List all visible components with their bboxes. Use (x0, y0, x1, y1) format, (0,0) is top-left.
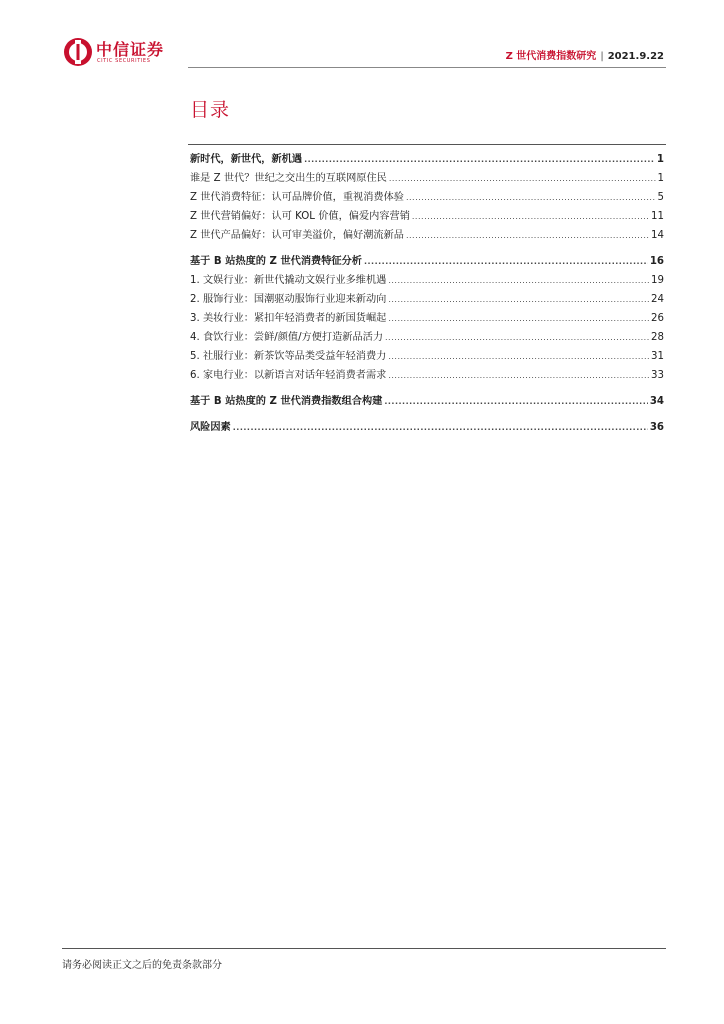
toc-entry[interactable] (190, 169, 664, 188)
footer-divider (62, 948, 666, 949)
toc-leader-dots (388, 347, 649, 366)
toc-entry[interactable] (190, 188, 664, 207)
toc-entry-label: Z 世代营销偏好：认可 KOL 价值，偏爱内容营销 (190, 211, 410, 222)
toc-entry-page: 11 (651, 211, 664, 222)
toc-leader-dots (388, 366, 649, 385)
toc-section-title[interactable] (190, 150, 664, 169)
header-separator: | (600, 51, 604, 62)
toc-entry-page: 36 (649, 422, 664, 433)
toc-section-title[interactable] (190, 252, 664, 271)
toc-section-title[interactable] (190, 418, 664, 437)
toc-entry-label: 1. 文娱行业：新世代撬动文娱行业多维机遇 (190, 275, 387, 286)
toc-entry-page: 28 (651, 332, 664, 343)
toc-leader-dots (233, 418, 648, 437)
toc-section (190, 392, 664, 411)
toc-entry[interactable] (190, 328, 664, 347)
report-header (506, 50, 664, 64)
toc-leader-dots (304, 150, 655, 169)
toc-entry[interactable] (190, 290, 664, 309)
company-logo (62, 36, 165, 68)
toc-entry-label: 谁是 Z 世代？世纪之交出生的互联网原住民 (190, 173, 387, 184)
toc-leader-dots (389, 169, 656, 188)
toc-entry-page: 26 (651, 313, 664, 324)
toc-leader-dots (388, 290, 649, 309)
toc-entry-label: 2. 服饰行业：国潮驱动服饰行业迎来新动向 (190, 294, 387, 305)
toc-entry-page: 24 (651, 294, 664, 305)
toc-leader-dots (406, 188, 656, 207)
toc-entry[interactable] (190, 347, 664, 366)
toc-leader-dots (412, 207, 649, 226)
toc-section (190, 252, 664, 385)
toc-leader-dots (388, 271, 649, 290)
toc-divider (188, 144, 666, 145)
toc-section (190, 150, 664, 245)
toc-entry-page: 19 (651, 275, 664, 286)
toc-leader-dots (384, 392, 647, 411)
report-date: 2021.9.22 (607, 51, 664, 62)
toc-entry-label: 4. 食饮行业：尝鲜/颜值/方便打造新品活力 (190, 332, 384, 343)
toc-entry-label: Z 世代消费特征：认可品牌价值，重视消费体验 (190, 192, 404, 203)
logo-name-cn: 中信证券 (96, 40, 165, 59)
footer-disclaimer: 请务必阅读正文之后的免责条款部分 (62, 960, 222, 971)
toc-entry[interactable] (190, 309, 664, 328)
toc-entry[interactable] (190, 207, 664, 226)
toc-entry[interactable] (190, 271, 664, 290)
toc-entry-page: 31 (651, 351, 664, 362)
citic-logo-icon (62, 36, 94, 68)
toc-entry[interactable] (190, 366, 664, 385)
toc-heading: 目录 (190, 99, 231, 121)
toc-leader-dots (406, 226, 649, 245)
logo-name-en: CITIC SECURITIES (97, 58, 151, 64)
report-title: Z 世代消费指数研究 (505, 51, 597, 62)
toc-entry-label: 5. 社服行业：新茶饮等品类受益年轻消费力 (190, 351, 387, 362)
toc-entry-page: 34 (649, 396, 664, 407)
toc-section (190, 418, 664, 437)
toc-leader-dots (388, 309, 649, 328)
toc-entry-label: Z 世代产品偏好：认可审美溢价，偏好潮流新品 (190, 230, 404, 241)
toc-entry-page: 14 (651, 230, 664, 241)
toc-entry-page: 33 (651, 370, 664, 381)
table-of-contents (190, 150, 664, 444)
toc-entry-label: 基于 B 站热度的 Z 世代消费特征分析 (190, 256, 362, 267)
toc-entry-page: 16 (649, 256, 664, 267)
toc-entry-label: 基于 B 站热度的 Z 世代消费指数组合构建 (190, 396, 383, 407)
toc-entry-label: 3. 美妆行业：紧扣年轻消费者的新国货崛起 (190, 313, 387, 324)
toc-entry-label: 风险因素 (190, 422, 231, 433)
toc-entry-page: 5 (657, 192, 664, 203)
toc-entry[interactable] (190, 226, 664, 245)
toc-entry-label: 6. 家电行业：以新语言对话年轻消费者需求 (190, 370, 387, 381)
toc-section-title[interactable] (190, 392, 664, 411)
header-divider (188, 67, 666, 68)
toc-leader-dots (385, 328, 649, 347)
toc-entry-page: 1 (657, 173, 664, 184)
toc-entry-label: 新时代，新世代，新机遇 (190, 154, 303, 165)
toc-entry-page: 1 (656, 154, 664, 165)
toc-leader-dots (364, 252, 648, 271)
